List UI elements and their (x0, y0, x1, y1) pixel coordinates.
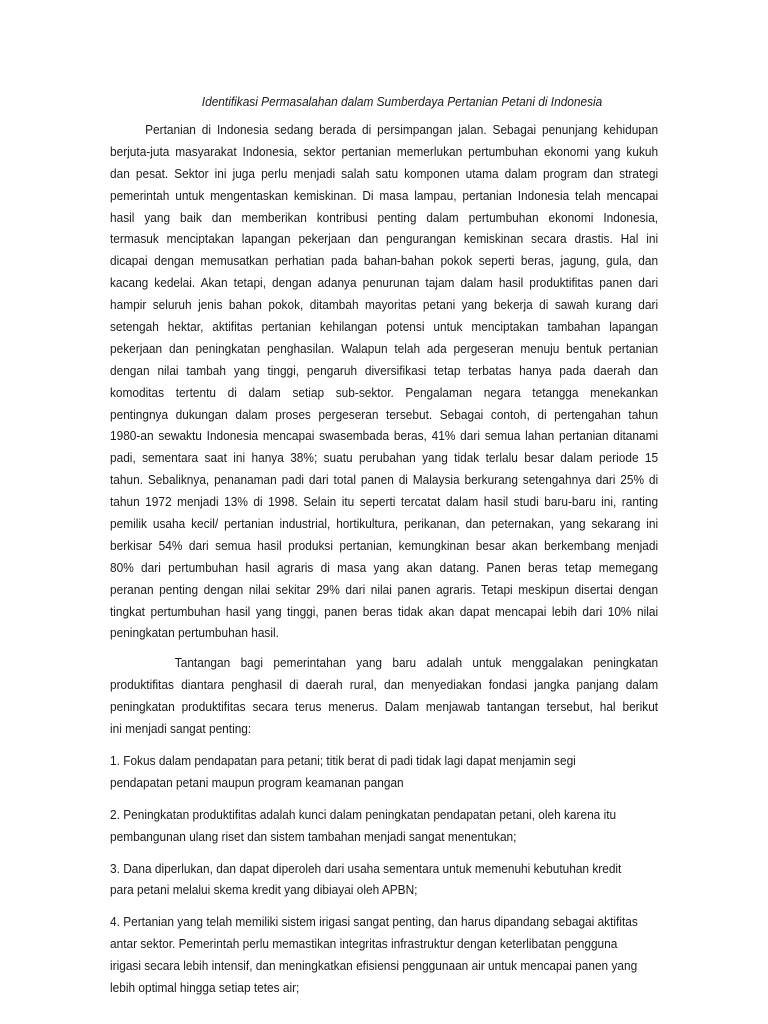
text-line: peningkatan pertumbuhan hasil. (110, 625, 279, 641)
document-page (110, 91, 658, 999)
text-line: dengan nilai tambah yang tinggi, pengaruh diversifikasi tetap terbatas hanya pada daerah dan (110, 362, 659, 378)
text-line: tahun. Sebaliknya, penanaman padi dari total panen di Malaysia berkurang setengahnya dari 25% di (110, 472, 659, 488)
text-line: Pertanian di Indonesia sedang berada di persimpangan jalan. Sebagai penunjang kehidupan (145, 122, 659, 137)
list-item (110, 804, 658, 848)
list-item (110, 858, 658, 902)
text-line: tingkat pertumbuhan hasil yang tinggi, panen beras tidak akan dapat mencapai lebih dari 10% nilai (110, 603, 659, 619)
text-line: hampir seluruh jenis bahan pokok, ditambah mayoritas petani yang bekerja di sawah kurang dari (110, 297, 659, 313)
text-line: pemilik usaha kecil/ pertanian industrial, hortikultura, perikanan, dan peternakan, yang sekarang ini (110, 516, 659, 532)
document-title: Identifikasi Permasalahan dalam Sumberdaya Pertanian Petani di Indonesia (201, 94, 603, 109)
text-line: pekerjaan dan peningkatan penghasilan. Walapun telah ada pergeseran menuju bentuk pertanian (110, 340, 659, 356)
text-line: ini menjadi sangat penting: (110, 721, 252, 737)
text-line: 80% dari pertumbuhan hasil agraris di masa yang akan datang. Panen beras tetap memegang (110, 559, 659, 575)
text-line: peningkatan produktifitas secara terus menerus. Dalam menjawab tantangan tersebut, hal berikut (110, 699, 659, 715)
text-line: antar sektor. Pemerintah perlu memastikan integritas infrastruktur dengan keterlibatan pengguna (110, 936, 618, 952)
list-item (110, 911, 658, 999)
text-line: termasuk menciptakan lapangan pekerjaan dan pengurangan kemiskinan secara drastis. Hal ini (110, 231, 659, 247)
text-line: 4. Pertanian yang telah memiliki sistem irigasi sangat penting, dan harus dipandang sebagai aktifitas (110, 914, 638, 930)
text-line: 1980-an sewaktu Indonesia mencapai swasembada beras, 41% dari semua lahan pertanian ditanami (110, 428, 659, 444)
text-line: pendapatan petani maupun program keamanan pangan (110, 774, 404, 790)
text-line: berjuta-juta masyarakat Indonesia, sektor pertanian memerlukan pertumbuhan ekonomi yang kukuh (110, 143, 659, 159)
text-line: peranan penting dengan nilai sekitar 29% dari nilai panen agraris. Tetapi meskipun disertai dengan (110, 581, 659, 597)
text-line: tahun 1972 menjadi 13% di 1998. Selain itu seperti tercatat dalam hasil studi baru-baru ini, ranting (110, 494, 659, 510)
paragraph-1 (110, 119, 658, 644)
text-line: Tantangan bagi pemerintahan yang baru adalah untuk menggalakan peningkatan (174, 655, 659, 671)
paragraph-2 (110, 652, 658, 740)
text-line: produktifitas diantara penghasil di daerah rural, dan menyediakan fondasi jangka panjang dalam (110, 677, 659, 693)
text-line: komoditas tertentu di dalam setiap sub-sektor. Pengalaman negara tetangga menekankan (110, 384, 659, 400)
text-line: para petani melalui skema kredit yang dibiayai oleh APBN; (110, 882, 418, 898)
list-item (110, 750, 658, 794)
text-line: pemerintah untuk mengentaskan kemiskinan. Di masa lampau, pertanian Indonesia telah mencapai (110, 187, 659, 203)
text-line: lebih optimal hingga setiap tetes air; (110, 979, 300, 995)
text-line: 1. Fokus dalam pendapatan para petani; titik berat di padi tidak lagi dapat menjamin segi (110, 752, 576, 768)
text-line: dan pesat. Sektor ini juga perlu menjadi salah satu komponen utama dalam program dan strategi (110, 165, 659, 181)
text-line: pembangunan ulang riset dan sistem tambahan menjadi sangat menentukan; (110, 828, 517, 844)
text-line: padi, sementara saat ini hanya 38%; suatu perubahan yang tidak terlalu besar dalam periode 15 (110, 450, 659, 466)
text-line: 2. Peningkatan produktifitas adalah kunci dalam peningkatan pendapatan petani, oleh karena itu (110, 806, 617, 822)
text-line: kacang kedelai. Akan tetapi, dengan adanya penurunan tajam dalam hasil produktifitas panen dari (110, 275, 659, 291)
text-line: berkisar 54% dari semua hasil produksi pertanian, kemungkinan besar akan berkembang menjadi (110, 537, 659, 553)
text-line: setengah hektar, aktifitas pertanian kehilangan potensi untuk menciptakan tambahan lapangan (110, 319, 659, 335)
text-line: 3. Dana diperlukan, dan dapat diperoleh dari usaha sementara untuk memenuhi kebutuhan kredit (110, 860, 622, 876)
text-line: irigasi secara lebih intensif, dan meningkatkan efisiensi penggunaan air untuk mencapai panen yang (110, 958, 638, 974)
text-line: pentingnya dukungan dalam proses pergeseran tersebut. Sebagai contoh, di pertengahan tahun (110, 406, 659, 422)
text-line: dicapai dengan memusatkan perhatian pada bahan-bahan pokok seperti beras, jagung, gula, dan (110, 253, 659, 269)
text-line: hasil yang baik dan memberikan kontribusi penting dalam pertumbuhan ekonomi Indonesia, (110, 209, 659, 225)
numbered-list (110, 750, 658, 999)
